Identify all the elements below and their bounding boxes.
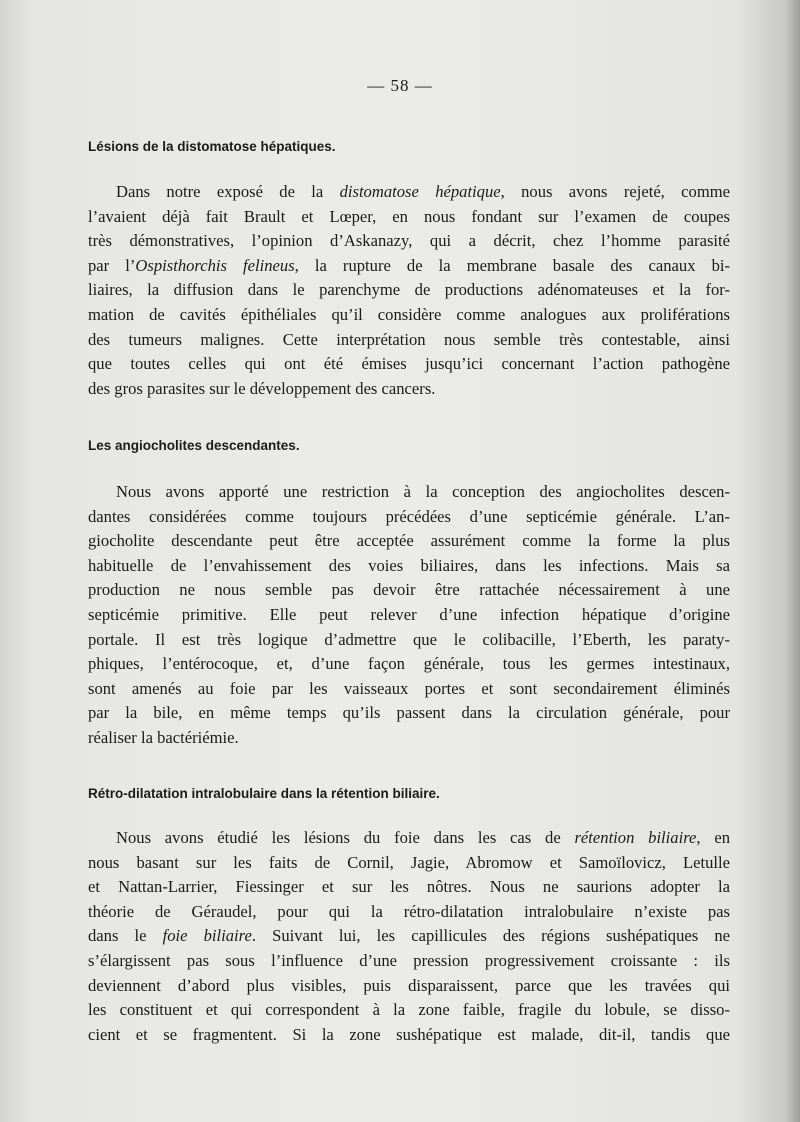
text-line: dantes considérées comme toujours précédées d’une septicémie générale. L’an- (88, 506, 730, 526)
text-line: et Nattan-Larrier, Fiessinger et sur les nôtres. Nous ne saurions adopter la (88, 877, 730, 897)
text-line: que toutes celles qui ont été émises jusqu’ici concernant l’action pathogène (88, 354, 730, 374)
section-heading-retro-dilatation: Rétro-dilatation intralobulaire dans la rétention biliaire. (88, 786, 440, 801)
text-line: réaliser la bactériémie. (88, 727, 239, 747)
text-line: giocholite descendante peut être acceptée assurément comme la forme la plus (88, 531, 730, 551)
text-line: s’élargissent pas sous l’influence d’une pression progressivement croissante : ils (88, 950, 730, 970)
text-line: par l’Ospisthorchis felineus, la rupture de la membrane basale des canaux bi- (88, 255, 730, 275)
paragraph-distomatose (88, 180, 730, 401)
text-line: par la bile, en même temps qu’ils passent dans la circulation générale, pour (88, 703, 730, 723)
italic-term: distomatose hépatique (339, 182, 501, 201)
page-number: — 58 — (367, 76, 433, 95)
section-heading-distomatose: Lésions de la distomatose hépatiques. (88, 139, 336, 154)
italic-term: foie biliaire (162, 926, 252, 946)
text-line: théorie de Géraudel, pour qui la rétro-dilatation intralobulaire n’existe pas (88, 901, 730, 921)
paragraph-retro-dilatation (88, 826, 730, 1047)
text-line: habituelle de l’envahissement des voies biliaires, dans les infections. Mais sa (88, 555, 730, 575)
italic-term: Ospisthorchis felineus (135, 255, 295, 275)
italic-term: rétention biliaire (574, 828, 697, 847)
paragraph-angiocholites (88, 480, 730, 751)
text-line: production ne nous semble pas devoir être rattachée nécessairement à une (88, 580, 730, 600)
page-edge-shadow (786, 0, 800, 1122)
text-line: dans le foie biliaire. Suivant lui, les capillicules des régions sushépatiques ne (88, 926, 730, 946)
text-line: très démonstratives, l’opinion d’Askanazy, qui a décrit, chez l’homme parasité (88, 231, 730, 251)
text-line: des tumeurs malignes. Cette interprétation nous semble très contestable, ainsi (88, 329, 730, 349)
text-line: deviennent d’abord plus visibles, puis disparaissent, parce que les travées qui (88, 975, 730, 995)
text-line: l’avaient déjà fait Brault et Lœper, en nous fondant sur l’examen de coupes (88, 206, 730, 226)
text-line: phiques, l’entérocoque, et, d’une façon générale, tous les germes intestinaux, (88, 654, 730, 674)
text-line: Nous avons apporté une restriction à la conception des angiocholites descen- (116, 482, 730, 501)
text-line: septicémie primitive. Elle peut relever d’une infection hépatique d’origine (88, 604, 730, 624)
text-line: sont amenés au foie par les vaisseaux portes et sont secondairement éliminés (88, 678, 730, 698)
text-line: Nous avons étudié les lésions du foie dans les cas de rétention biliaire, en (116, 828, 730, 847)
text-line: Dans notre exposé de la distomatose hépatique, nous avons rejeté, comme (116, 182, 731, 201)
text-line: portale. Il est très logique d’admettre que le colibacille, l’Eberth, les paraty- (88, 629, 730, 649)
text-line: nous basant sur les faits de Cornil, Jagie, Abromow et Samoïlovicz, Letulle (88, 852, 730, 872)
text-line: les constituent et qui correspondent à la zone faible, fragile du lobule, se disso- (88, 1000, 730, 1020)
section-heading-angiocholites: Les angiocholites descendantes. (88, 438, 300, 453)
text-line: mation de cavités épithéliales qu’il considère comme analogues aux proliférations (88, 304, 730, 324)
text-line: cient et se fragmentent. Si la zone sushépatique est malade, dit-il, tandis que (88, 1024, 730, 1044)
text-line: des gros parasites sur le développement des cancers. (88, 378, 436, 398)
text-line: liaires, la diffusion dans le parenchyme de productions adénomateuses et la for- (88, 280, 730, 300)
